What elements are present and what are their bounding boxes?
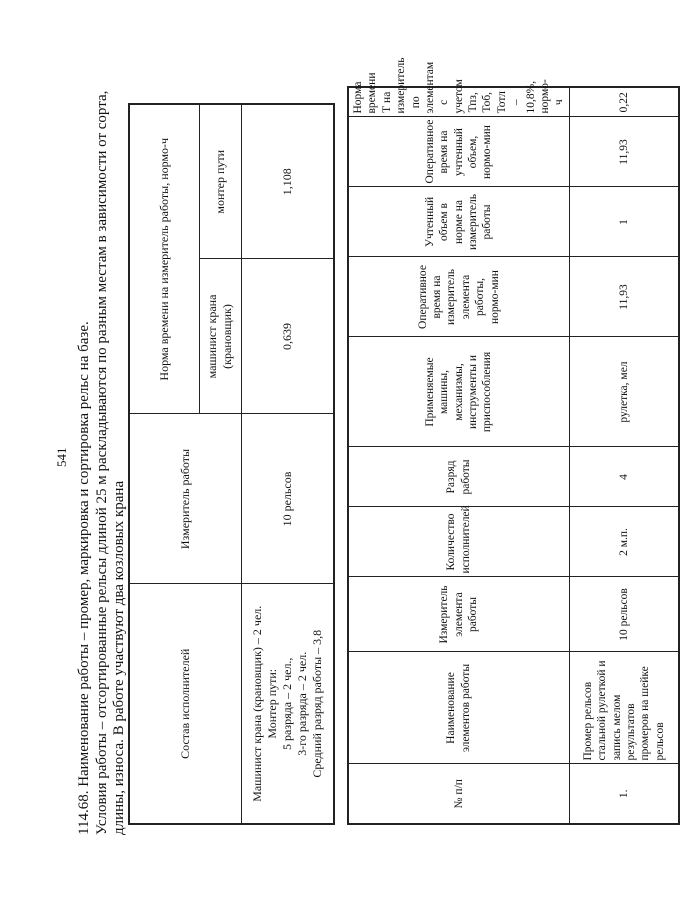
header-worker-count: Количество исполнителей	[348, 507, 569, 577]
header-meter: Измеритель работы	[129, 414, 241, 584]
heading-title: 114.68. Наименование работы – промер, маркировка и сортировка рельс на базе.	[76, 321, 92, 835]
header-op-time-volume: Оперативное время на учтенный объем, нормо-мин	[348, 117, 569, 187]
cell-meter-value: 10 рельсов	[241, 414, 334, 584]
subheader-track-worker: монтер пути	[199, 104, 241, 259]
heading-conditions-cont: длины, износа. В работе участвуют два козловых крана	[111, 480, 127, 835]
header-op-time: Оперативное время на измеритель элемента работы, нормо-мин	[348, 257, 569, 337]
header-tools: Применяемые машины, механизмы, инструменты и приспособления	[348, 337, 569, 447]
header-counted-volume: Учтенный объем в норме на измеритель работы	[348, 187, 569, 257]
cell-worker-count: 2 м.п.	[569, 507, 679, 577]
cell-counted-volume: 1	[569, 187, 679, 257]
work-elements-table	[347, 57, 680, 825]
cell-tools: рулетка, мел	[569, 337, 679, 447]
heading-conditions: Условия работы – отсортированные рельсы длиной 25 м раскладываются по разным местам в зависимости от сорта,	[94, 90, 110, 835]
header-norm-t: Норма времени Т на измеритель по элементам с учетом Тпз, Тоб, Тотл – 10,8%, нормо-ч	[348, 87, 569, 117]
cell-op-time: 11,93	[569, 257, 679, 337]
cell-element-meter: 10 рельсов	[569, 577, 679, 652]
header-number: № п/п	[348, 764, 569, 824]
page-number: 541	[54, 447, 69, 467]
cell-team-composition: Машинист крана (крановщик) – 2 чел. Монтер пути: 5 разряда – 2 чел., 3-го разряда – 2 чел. Средний разряд работы – 3,8	[241, 584, 334, 824]
header-element-name: Наименование элементов работы	[348, 652, 569, 764]
cell-grade: 4	[569, 447, 679, 507]
table-row	[569, 87, 679, 824]
cell-norm-crane: 0,639	[241, 259, 334, 414]
cell-element-name: Промер рельсов стальной рулеткой и запись мелом результатов промеров на шейке рельсов	[569, 652, 679, 764]
cell-norm-track: 1,108	[241, 104, 334, 259]
header-team: Состав исполнителей	[129, 584, 241, 824]
cell-number: 1.	[569, 764, 679, 824]
header-grade: Разряд работы	[348, 447, 569, 507]
subheader-crane-operator: машинист крана (крановщик)	[199, 259, 241, 414]
header-norm: Норма времени на измеритель работы, нормо-ч	[129, 104, 199, 414]
norm-summary-table	[128, 103, 335, 825]
cell-norm-t: 0,22	[569, 87, 679, 117]
header-element-meter: Измеритель элемента работы	[348, 577, 569, 652]
cell-op-time-volume: 11,93	[569, 117, 679, 187]
